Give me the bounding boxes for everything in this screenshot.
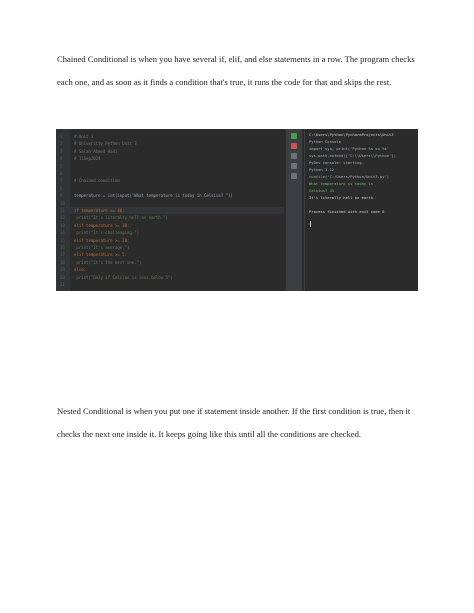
clear-icon <box>291 163 297 169</box>
code-line <box>60 222 284 229</box>
line-number: 16 <box>60 245 65 250</box>
code-line <box>60 200 284 207</box>
line-number: 3 <box>60 148 63 154</box>
line-number: 2 <box>60 141 63 147</box>
console-toolbar <box>286 129 302 291</box>
code-line <box>60 281 284 288</box>
console-line: sys.path.extend(['C:\\Users\\Python']) <box>309 153 396 158</box>
code-line <box>60 140 284 147</box>
line-number: 11 <box>60 208 65 213</box>
line-number: 7 <box>60 178 63 184</box>
console-line: It's literally hell on earth. <box>309 195 376 200</box>
ide-screenshot <box>56 129 418 291</box>
code-line <box>60 251 284 258</box>
code-text: print("It's average.") <box>74 245 130 250</box>
code-text: if temperature >= 40: <box>74 208 125 213</box>
code-text: # Salah Ahmed Hadi <box>74 148 118 154</box>
console-line: Python Console <box>309 139 342 144</box>
code-line <box>60 237 284 244</box>
console-output-panel <box>304 129 418 291</box>
line-number: 18 <box>60 259 65 265</box>
console-line: PyDev console: starting. <box>309 160 364 165</box>
console-line: Celsius? 45 <box>309 188 335 193</box>
code-line <box>60 185 284 192</box>
code-text: print("It's the best one.") <box>74 259 142 265</box>
code-line <box>60 148 284 155</box>
code-line <box>60 177 284 184</box>
line-number: 5 <box>60 163 63 169</box>
console-line: What temperature is today in <box>309 181 374 186</box>
line-number: 20 <box>60 274 65 280</box>
line-number: 21 <box>60 282 65 287</box>
pin-icon <box>291 173 297 179</box>
code-text: print("It's literally hell on earth.") <box>74 215 168 221</box>
code-text: # Chained condition <box>74 178 120 184</box>
code-text: elif temperature >= 5: <box>74 252 127 258</box>
code-line <box>60 229 284 236</box>
line-number: 12 <box>60 215 65 221</box>
code-line <box>60 214 284 221</box>
code-text: elif temperature >= 30: <box>74 222 130 228</box>
code-line <box>60 259 284 266</box>
console-line <box>309 202 417 208</box>
line-number: 15 <box>60 237 65 243</box>
line-number: 9 <box>60 193 63 199</box>
code-line <box>60 133 284 140</box>
code-line <box>60 244 284 251</box>
code-line <box>60 170 284 177</box>
code-line <box>60 274 284 281</box>
line-number: 4 <box>60 156 63 162</box>
code-text: else: <box>74 267 87 273</box>
console-line: Process finished with exit code 0 <box>309 209 385 214</box>
code-line <box>60 207 284 214</box>
run-icon <box>291 133 297 139</box>
code-line <box>60 266 284 273</box>
code-text: temperature = int(input("What temperature is today in Celsius? ")) <box>74 193 233 199</box>
line-number: 17 <box>60 252 65 258</box>
line-number: 13 <box>60 222 65 228</box>
console-cursor <box>310 221 311 227</box>
code-text: print("Only if Celsius is less below 5") <box>74 274 173 280</box>
code-text: # University Python Unit 3 <box>74 141 137 147</box>
code-editor-panel <box>56 129 286 291</box>
nested-conditional-paragraph: Nested Conditional is when you put one if statement inside another. If the first condition is true, then it checks the next one inside it. It keeps going like this until all the conditions are checked. <box>57 406 411 439</box>
code-line <box>60 155 284 162</box>
stop-icon <box>291 143 297 149</box>
console-line: C:\Users\Python\PycharmProjects\Unit3 <box>309 132 394 137</box>
settings-icon <box>291 153 297 159</box>
code-text: # Unit 3 <box>74 134 94 139</box>
code-text: print("It's challenging.") <box>74 230 140 236</box>
chained-conditional-paragraph: Chained Conditional is when you have several if, elif, and else statements in a row. The program checks each one, and as soon as it finds a condition that's true, it runs the code for that and skips the rest. <box>57 54 415 87</box>
console-line: runfile('C:/Users/Python/Unit3.py') <box>309 174 390 179</box>
line-number: 14 <box>60 230 65 236</box>
code-line <box>60 163 284 170</box>
code-text: # 11Sep2024 <box>74 156 101 162</box>
code-text: elif temperature >= 20: <box>74 237 130 243</box>
line-number: 8 <box>60 185 63 191</box>
line-number: 1 <box>60 134 63 139</box>
line-number: 10 <box>60 200 65 206</box>
console-line: Python 3.12 <box>309 167 335 172</box>
line-number: 6 <box>60 171 63 176</box>
line-number: 19 <box>60 267 65 273</box>
code-line <box>60 192 284 199</box>
console-line: import sys; print('Python %s on %s' <box>309 146 390 151</box>
